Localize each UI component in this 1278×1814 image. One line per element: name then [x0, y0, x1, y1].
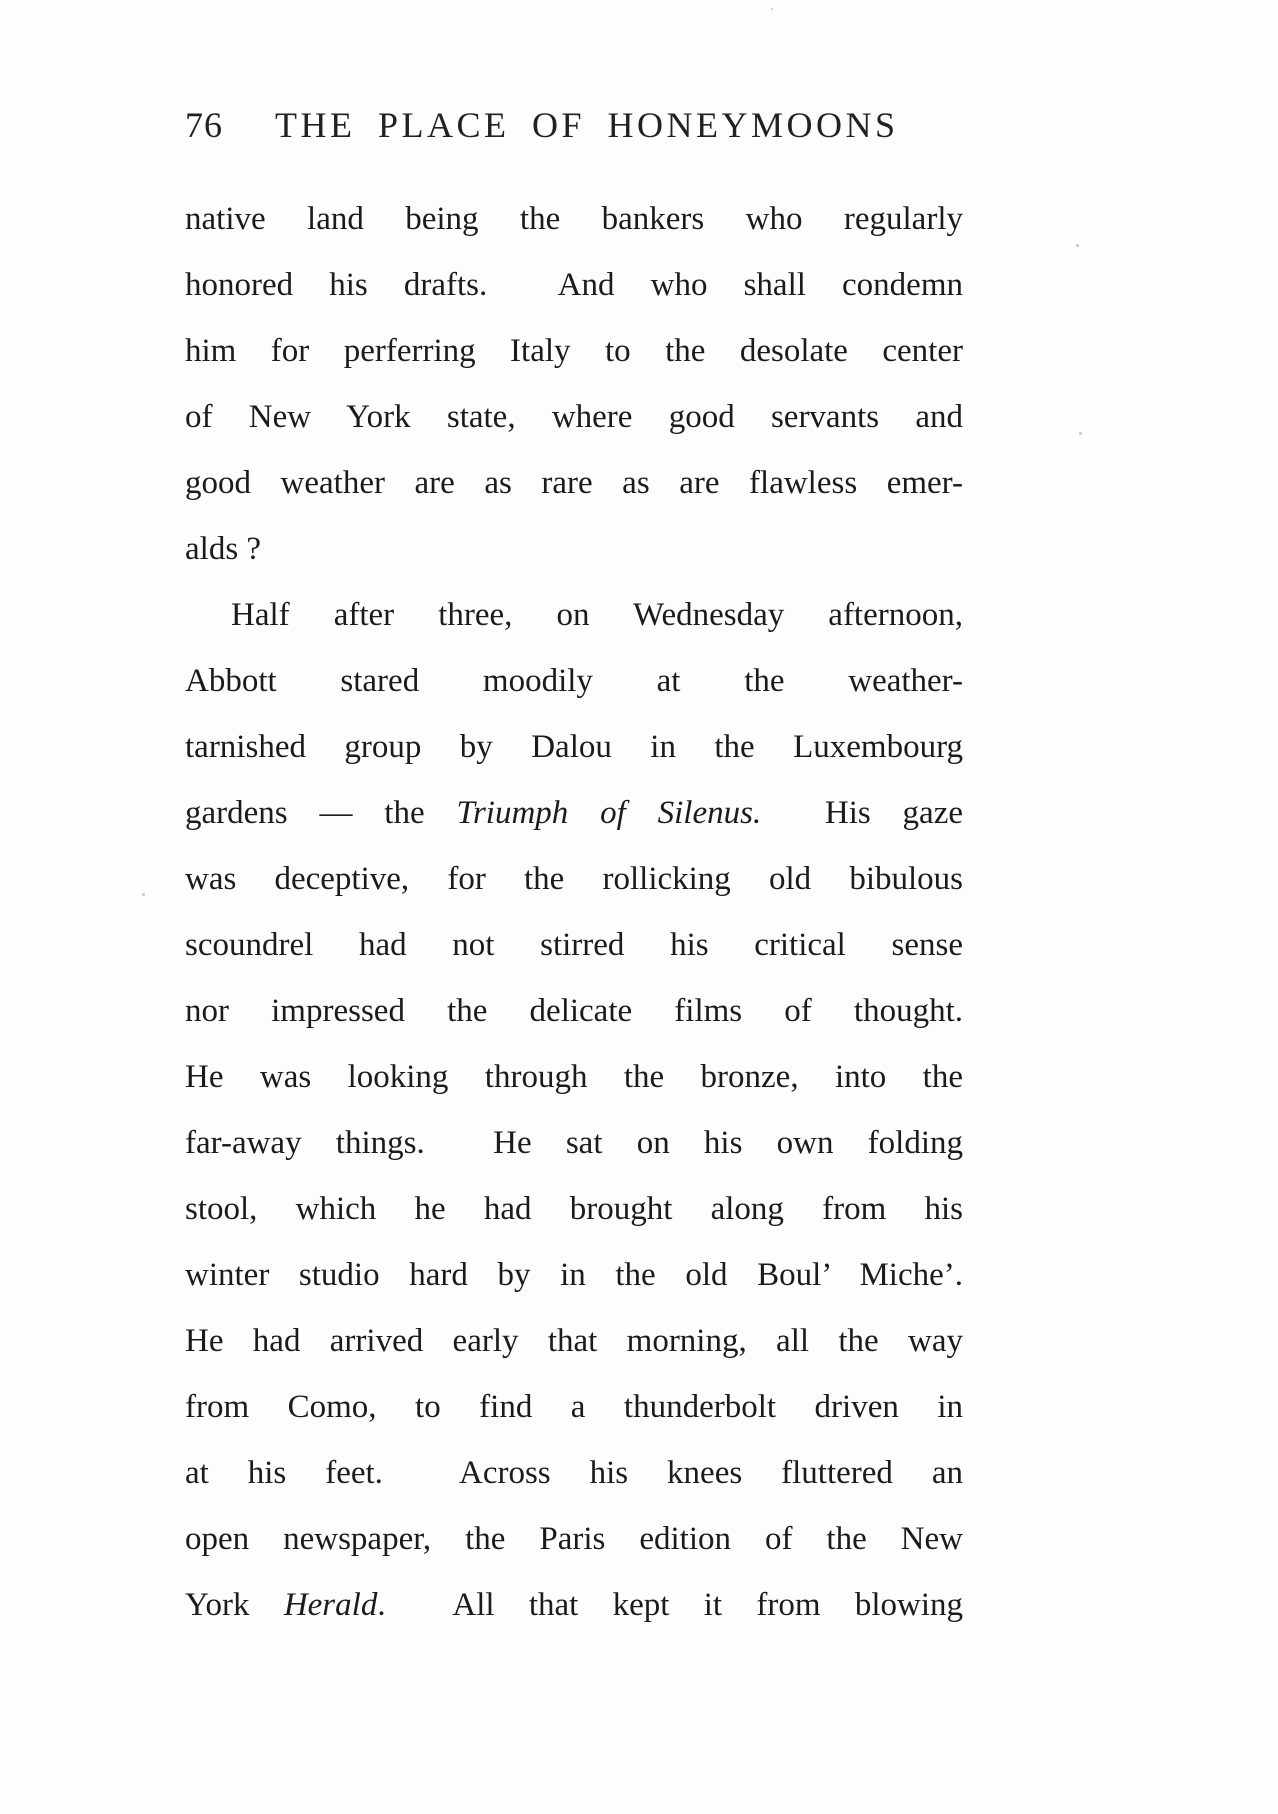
- text-line: [185, 1374, 963, 1440]
- italic-text: Triumph of Silenus.: [456, 795, 762, 831]
- text-segment: of New York state, where good servants and: [185, 399, 963, 435]
- text-segment: good weather are as rare as are flawless emer-: [185, 465, 963, 501]
- text-segment: far-away things. He sat on his own folding: [185, 1125, 963, 1161]
- text-line: [185, 1242, 963, 1308]
- scan-speck: [1079, 432, 1082, 435]
- text-line: [185, 1440, 963, 1506]
- text-line: [185, 1308, 963, 1374]
- text-segment: Abbott stared moodily at the weather-: [185, 663, 963, 699]
- text-segment: alds ?: [185, 531, 262, 567]
- text-line: [185, 1506, 963, 1572]
- page-number: 76: [185, 105, 223, 145]
- text-line: [185, 846, 963, 912]
- text-line: [185, 648, 963, 714]
- italic-text: Herald: [283, 1587, 378, 1623]
- text-line: [185, 780, 963, 846]
- text-segment: Half after three, on Wednesday afternoon,: [231, 597, 963, 633]
- text-line: [185, 582, 963, 648]
- text-segment: him for perferring Italy to the desolate center: [185, 333, 963, 369]
- text-line: [185, 912, 963, 978]
- text-line: [185, 516, 963, 582]
- scan-speck: [1076, 244, 1079, 247]
- text-segment: winter studio hard by in the old Boul’ Miche’.: [185, 1257, 963, 1293]
- text-segment: He had arrived early that morning, all the way: [185, 1323, 963, 1359]
- text-segment: open newspaper, the Paris edition of the New: [185, 1521, 963, 1557]
- text-segment: . All that kept it from blowing: [377, 1587, 963, 1623]
- body-text: [185, 186, 963, 1638]
- text-line: [185, 1110, 963, 1176]
- page-title: THE PLACE OF HONEYMOONS: [275, 105, 899, 145]
- text-segment: tarnished group by Dalou in the Luxembourg: [185, 729, 963, 765]
- text-line: [185, 450, 963, 516]
- text-line: [185, 252, 963, 318]
- text-line: [185, 384, 963, 450]
- text-segment: honored his drafts. And who shall condemn: [185, 267, 963, 303]
- scan-speck: [771, 8, 773, 10]
- text-line: [185, 318, 963, 384]
- text-segment: gardens — the: [185, 795, 457, 831]
- text-segment: His gaze: [761, 795, 963, 831]
- text-segment: native land being the bankers who regularly: [185, 201, 963, 237]
- text-line: [185, 1176, 963, 1242]
- text-line: [185, 978, 963, 1044]
- page-header: [185, 104, 963, 146]
- text-segment: at his feet. Across his knees fluttered an: [185, 1455, 963, 1491]
- text-line: [185, 1044, 963, 1110]
- text-segment: scoundrel had not stirred his critical sense: [185, 927, 963, 963]
- text-segment: was deceptive, for the rollicking old bibulous: [185, 861, 963, 897]
- scan-speck: [142, 893, 145, 896]
- text-line: [185, 186, 963, 252]
- text-segment: from Como, to find a thunderbolt driven in: [185, 1389, 963, 1425]
- text-line: [185, 1572, 963, 1638]
- text-segment: stool, which he had brought along from his: [185, 1191, 963, 1227]
- text-segment: nor impressed the delicate films of thought.: [185, 993, 963, 1029]
- text-line: [185, 714, 963, 780]
- text-segment: He was looking through the bronze, into the: [185, 1059, 963, 1095]
- text-segment: York: [185, 1587, 284, 1623]
